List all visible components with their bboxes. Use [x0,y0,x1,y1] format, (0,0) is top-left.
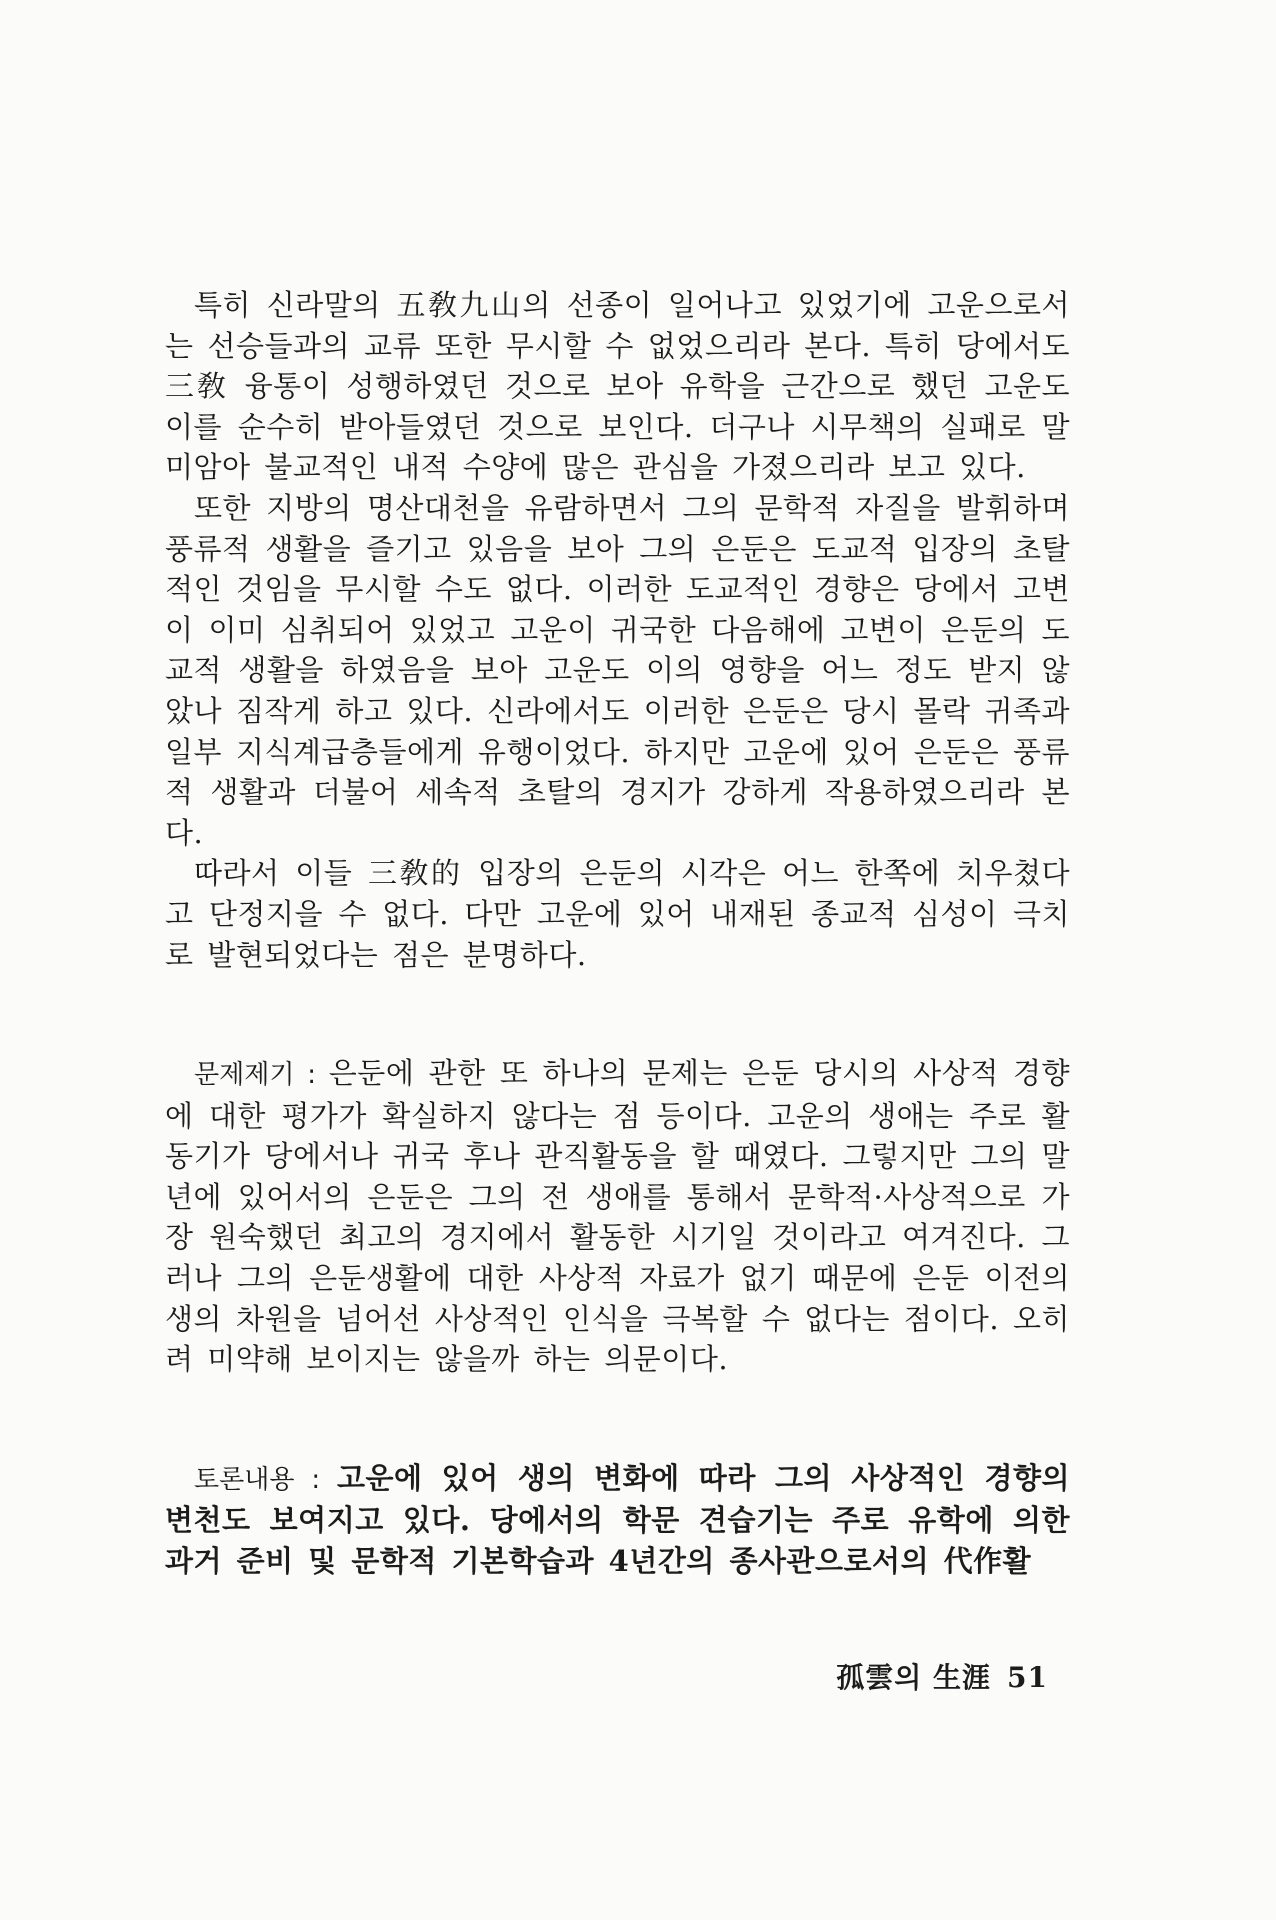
problem-text: 은둔에 관한 또 하나의 문제는 은둔 당시의 사상적 경향에 대한 평가가 확실하지 않다는 점 등이다. 고운의 생애는 주로 활동기가 당에서나 귀국 후나 관직활동을 할 때였다. 그렇지만 그의 말년에 있어서의 은둔은 그의 전 생애를 통해서 문학적·사상적으로 가장 원숙했던 최고의 경지에서 활동한 시기일 것이라고 여겨진다. 그러나 그의 은둔생활에 대한 사상적 자료가 없기 때문에 은둔 이전의 생의 차원을 넘어선 사상적인 인식을 극복할 수 없다는 점이다. 오히려 미약해 보이지는 않을까 하는 의문이다. [165,1056,1070,1377]
paragraph-1: 특히 신라말의 五敎九山의 선종이 일어나고 있었기에 고운으로서는 선승들과의 교류 또한 무시할 수 없었으리라 본다. 특히 당에서도 三敎 융통이 성행하였던 것으로 보아 유학을 근간으로 했던 고운도 이를 순수히 받아들였던 것으로 보인다. 더구나 시무책의 실패로 말미암아 불교적인 내적 수양에 많은 관심을 가졌으리라 보고 있다. [165,288,1070,485]
page-body [165,285,1070,1685]
paragraph-2: 또한 지방의 명산대천을 유람하면서 그의 문학적 자질을 발휘하며 풍류적 생활을 즐기고 있음을 보아 그의 은둔은 도교적 입장의 초탈적인 것임을 무시할 수도 없다. 이러한 도교적인 경향은 당에서 고변이 이미 심취되어 있었고 고운이 귀국한 다음해에 고변이 은둔의 도교적 생활을 하였음을 보아 고운도 이의 영향을 어느 정도 받지 않았나 짐작게 하고 있다. 신라에서도 이러한 은둔은 당시 몰락 귀족과 일부 지식계급층들에게 유행이었다. 하지만 고운에 있어 은둔은 풍류적 생활과 더불어 세속적 초탈의 경지가 강하게 작용하였으리라 본다. [165,490,1070,850]
paragraph-problem [165,1053,1070,1380]
discussion-lead-label: 토론내용 : [194,1464,337,1495]
paragraph-discussion [165,1458,1070,1582]
paragraph-3: 따라서 이들 三敎的 입장의 은둔의 시각은 어느 한쪽에 치우쳤다고 단정지을 수 없다. 다만 고운에 있어 내재된 종교적 심성이 극치로 발현되었다는 점은 분명하다. [165,856,1070,972]
problem-lead-label: 문제제기 : [194,1060,329,1091]
footer-title: 孤雲의 生涯 [836,1661,992,1694]
running-footer [836,1656,1048,1696]
page-number: 51 [1007,1661,1048,1694]
discussion-text: 고운에 있어 생의 변화에 따라 그의 사상적인 경향의 변천도 보여지고 있다. 당에서의 학문 견습기는 주로 유학에 의한 과거 준비 및 문학적 기본학습과 4년간의 종사관으로서의 代作활 [165,1460,1071,1579]
